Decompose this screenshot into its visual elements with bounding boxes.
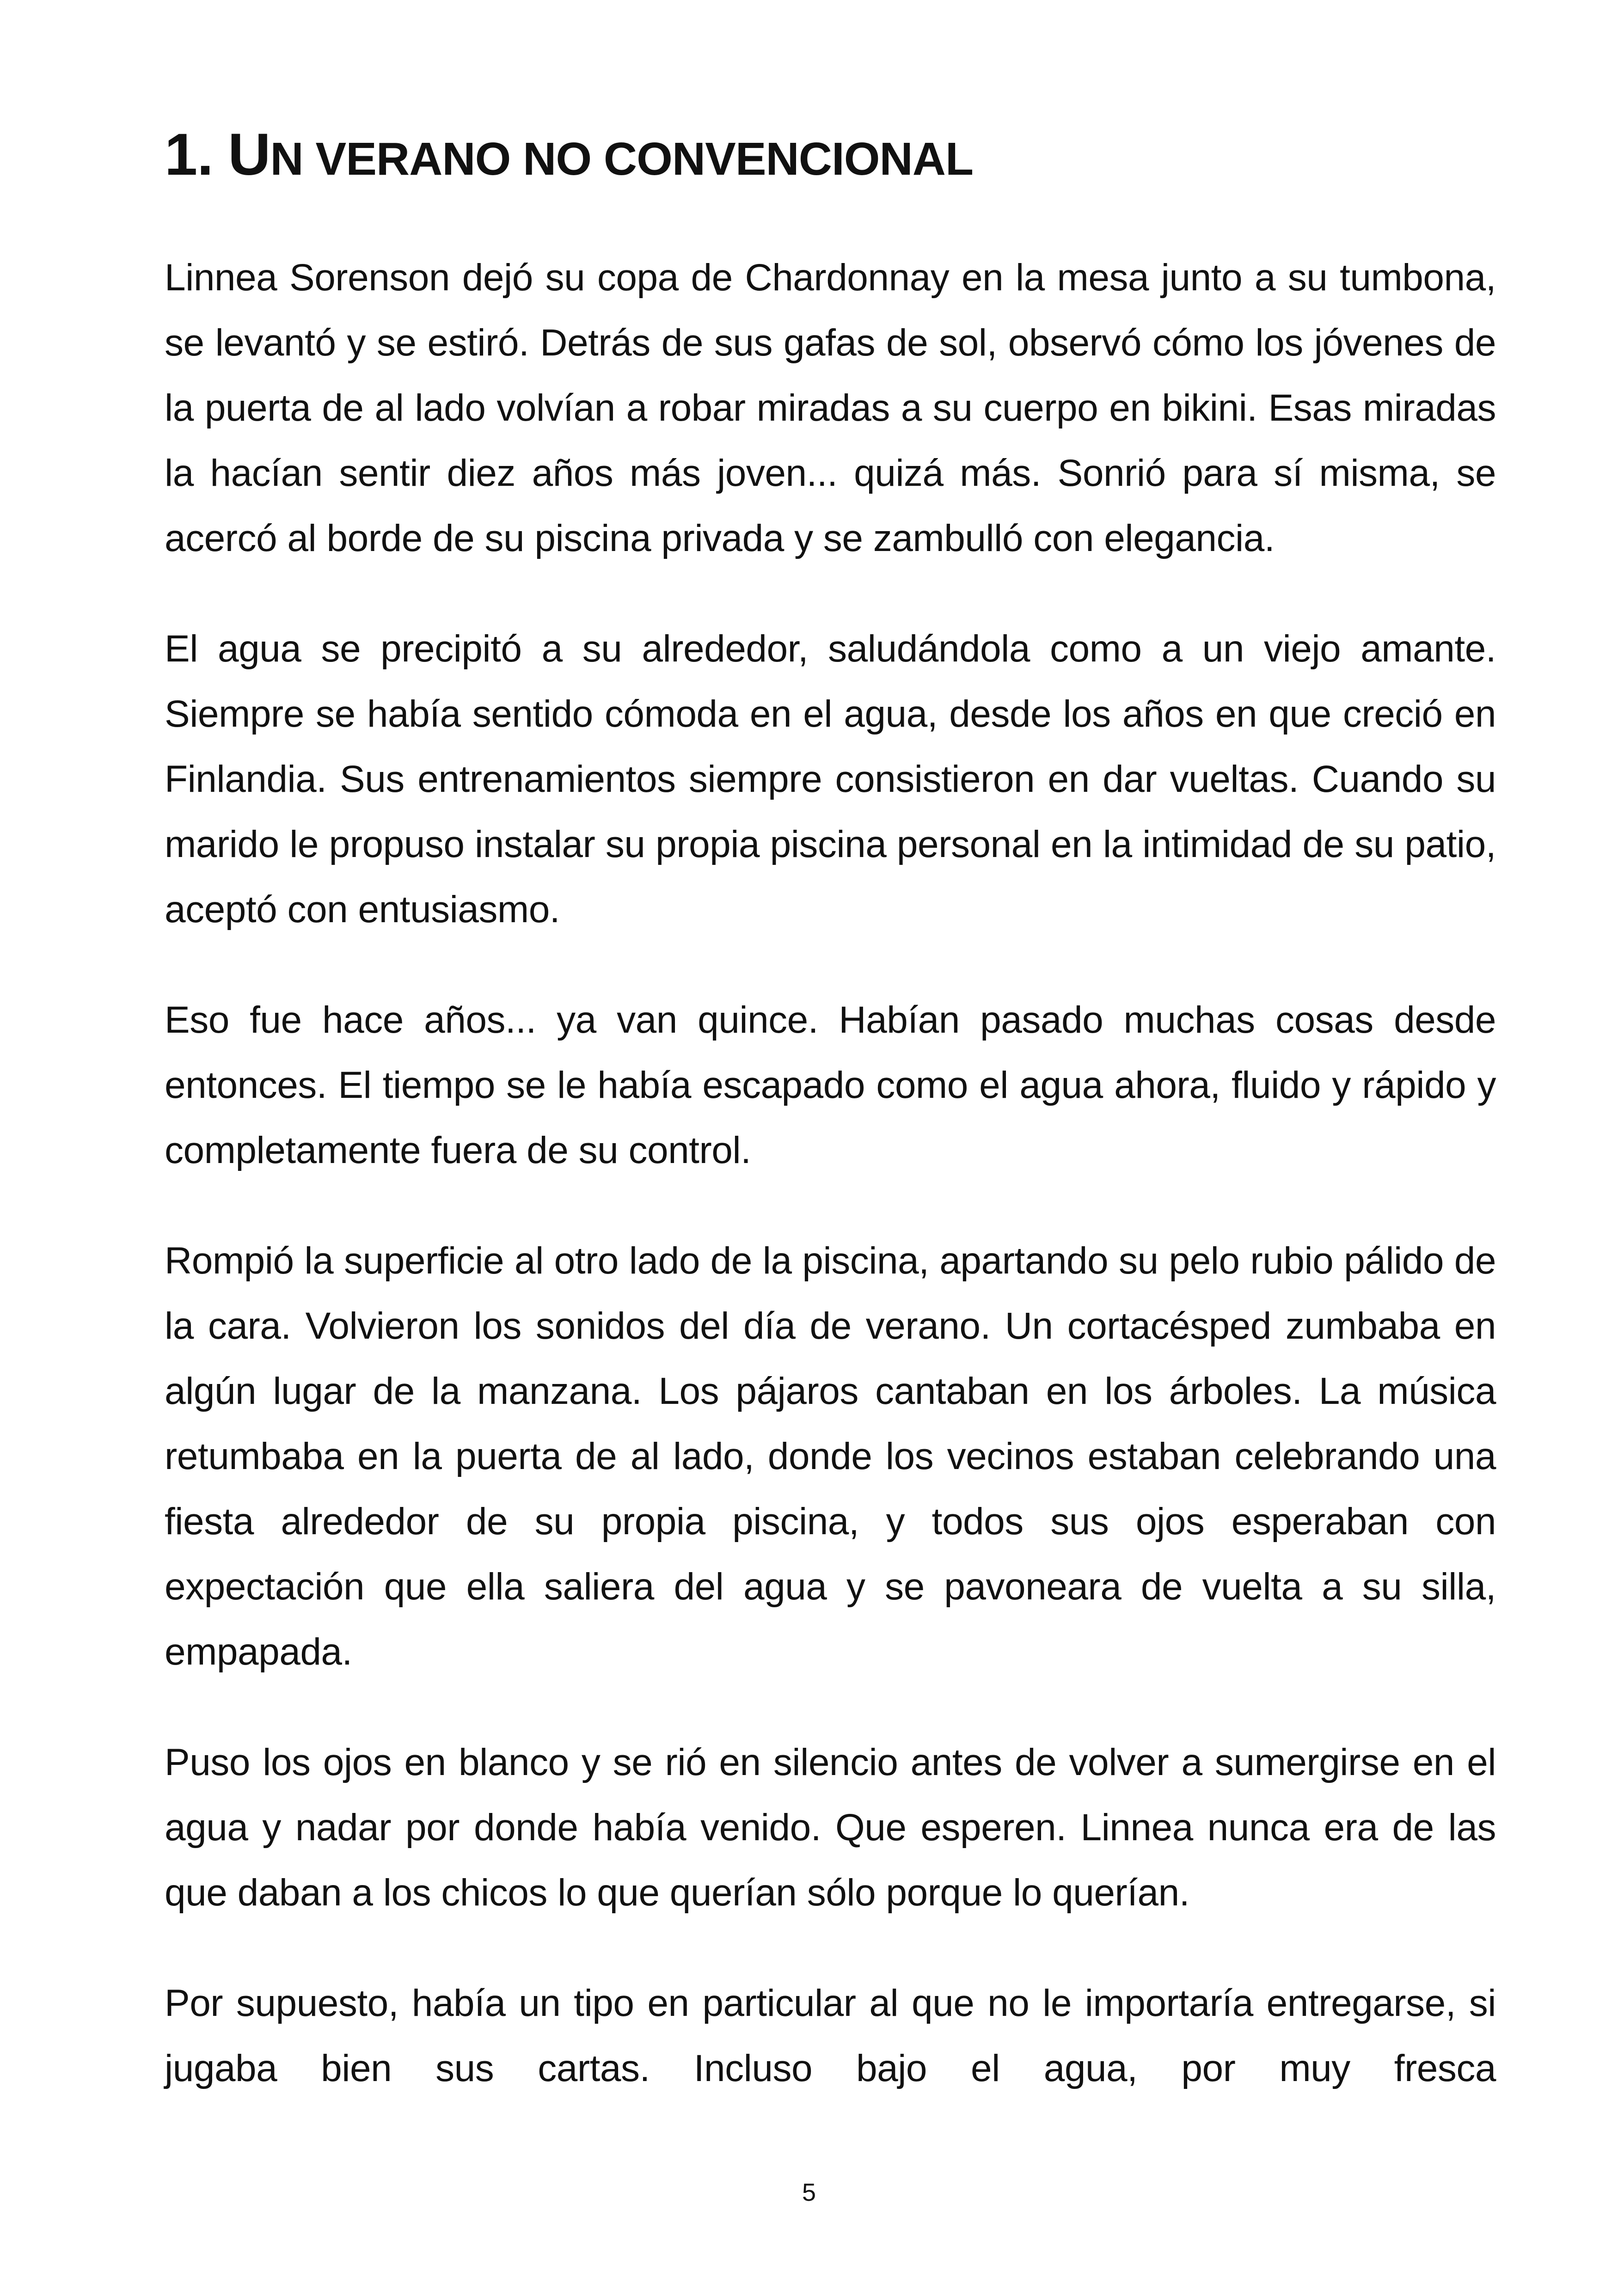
paragraph: Puso los ojos en blanco y se rió en silencio antes de volver a sumergirse en el agua y nadar por donde había venido. Que esperen. Linnea nunca era de las que daban a los chicos lo que querían sólo porque lo querían. <box>165 1741 1496 1914</box>
paragraph: Linnea Sorenson dejó su copa de Chardonnay en la mesa junto a su tumbona, se levantó y se estiró. Detrás de sus gafas de sol, observó cómo los jóvenes de la puerta de al lado volvían a robar miradas a su cuerpo en bikini. Esas miradas la hacían sentir diez años más joven... quizá más. Sonrió para sí misma, se acercó al borde de su piscina privada y se zambulló con elegancia. <box>165 257 1496 559</box>
chapter-title <box>165 118 1459 196</box>
page-number: 5 <box>802 2179 816 2206</box>
paragraph: El agua se precipitó a su alrededor, saludándola como a un viejo amante. Siempre se había sentido cómoda en el agua, desde los años en que creció en Finlandia. Sus entrenamientos siempre consistieron en dar vueltas. Cuando su marido le propuso instalar su propia piscina personal en la intimidad de su patio, aceptó con entusiasmo. <box>165 628 1496 931</box>
paragraph: Eso fue hace años... ya van quince. Habían pasado muchas cosas desde entonces. El tiempo se le había escapado como el agua ahora, fluido y rápido y completamente fuera de su control. <box>165 999 1496 1171</box>
paragraph: Rompió la superficie al otro lado de la piscina, apartando su pelo rubio pálido de la cara. Volvieron los sonidos del día de verano. Un cortacésped zumbaba en algún lugar de la manzana. Los pájaros cantaban en los árboles. La música retumbaba en la puerta de al lado, donde los vecinos estaban celebrando una fiesta alrededor de su propia piscina, y todos sus ojos esperaban con expectación que ella saliera del agua y se pavoneara de vuelta a su silla, empapada. <box>165 1240 1496 1673</box>
chapter-title-initial: U <box>228 122 270 188</box>
body-text <box>165 245 1496 2138</box>
paragraph: Por supuesto, había un tipo en particular al que no le importaría entregarse, si jugaba bien sus cartas. Incluso bajo el agua, por muy fresca <box>165 1982 1496 2089</box>
chapter-number: 1. <box>165 122 213 188</box>
chapter-title-rest: N VERANO NO CONVENCIONAL <box>270 133 974 185</box>
